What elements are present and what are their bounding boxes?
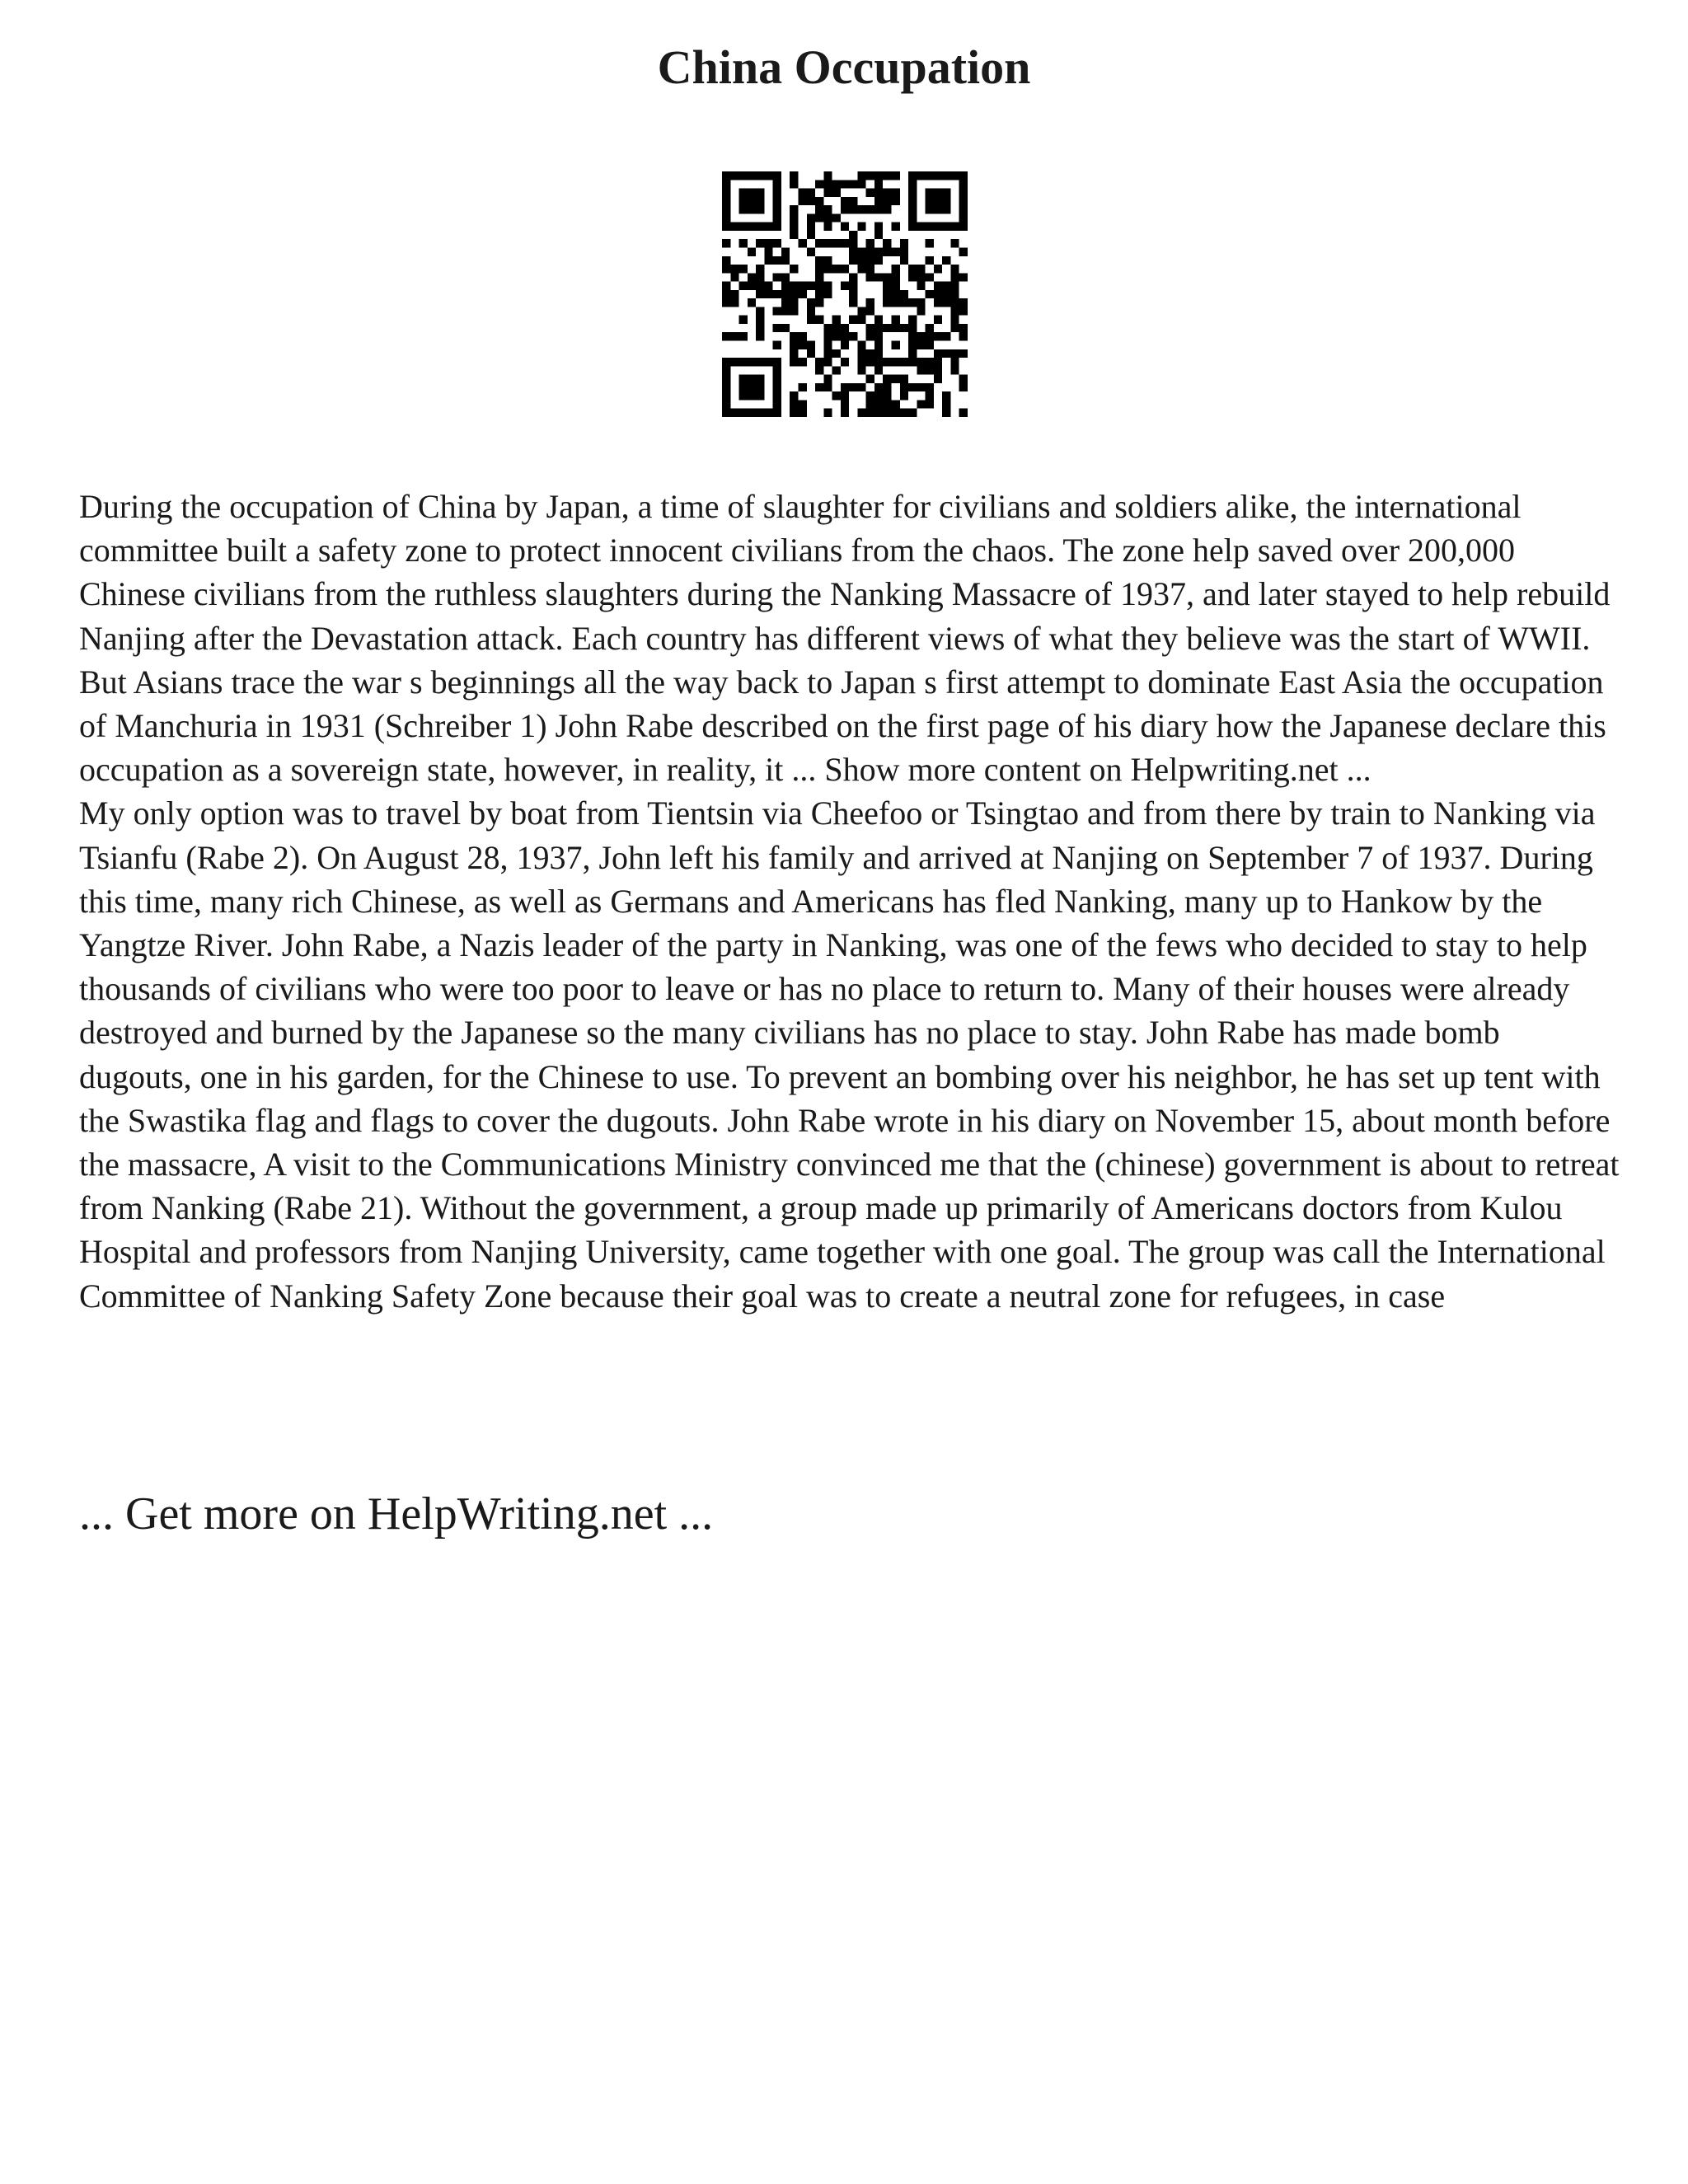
paragraph-intro: During the occupation of China by Japan, a time of slaughter for civilians and soldiers alike, the international committee built a safety zone to protect innocent civilians from the chaos. The zone help saved over 200,000 Chinese civilians from the ruthless slaughters during the Nanking Massacre of 1937, and later stayed to help rebuild Nanjing after the Devastation attack. Each country has different views of what they believe was the start of WWII. But Asians trace the war s beginnings all the way back to Japan s first attempt to dominate East Asia the occupation of Manchuria in 1931 (Schreiber 1) John Rabe described on the first page of his diary how the Japanese declare this occupation as a sovereign state, however, in reality, it ... Show more content on Helpwriting.net ... [79, 488, 1611, 789]
get-more-link[interactable]: ... Get more on HelpWriting.net ... [79, 1488, 714, 1540]
qr-code-icon [722, 171, 968, 417]
qr-code-graphic [722, 171, 968, 417]
paragraph-main: My only option was to travel by boat from Tientsin via Cheefoo or Tsingtao and from there by train to Nanking via Tsianfu (Rabe 2). On August 28, 1937, John left his family and arrived at Nanjing on September 7 of 1937. During this time, many rich Chinese, as well as Germans and Americans has fled Nanking, many up to Hankow by the Yangtze River. John Rabe, a Nazis leader of the party in Nanking, was one of the fews who decided to stay to help thousands of civilians who were too poor to leave or has no place to return to. Many of their houses were already destroyed and burned by the Japanese so the many civilians has no place to stay. John Rabe has made bomb dugouts, one in his garden, for the Chinese to use. To prevent an bombing over his neighbor, he has set up tent with the Swastika flag and flags to cover the dugouts. John Rabe wrote in his diary on November 15, about month before the massacre, A visit to the Communications Ministry convinced me that the (chinese) government is about to retreat from Nanking (Rabe 21). Without the government, a group made up primarily of Americans doctors from Kulou Hospital and professors from Nanjing University, came together with one goal. The group was call the International Committee of Nanking Safety Zone because their goal was to create a neutral zone for refugees, in case [79, 794, 1620, 1315]
page-title: China Occupation [657, 40, 1031, 94]
article-body [79, 485, 1620, 1318]
